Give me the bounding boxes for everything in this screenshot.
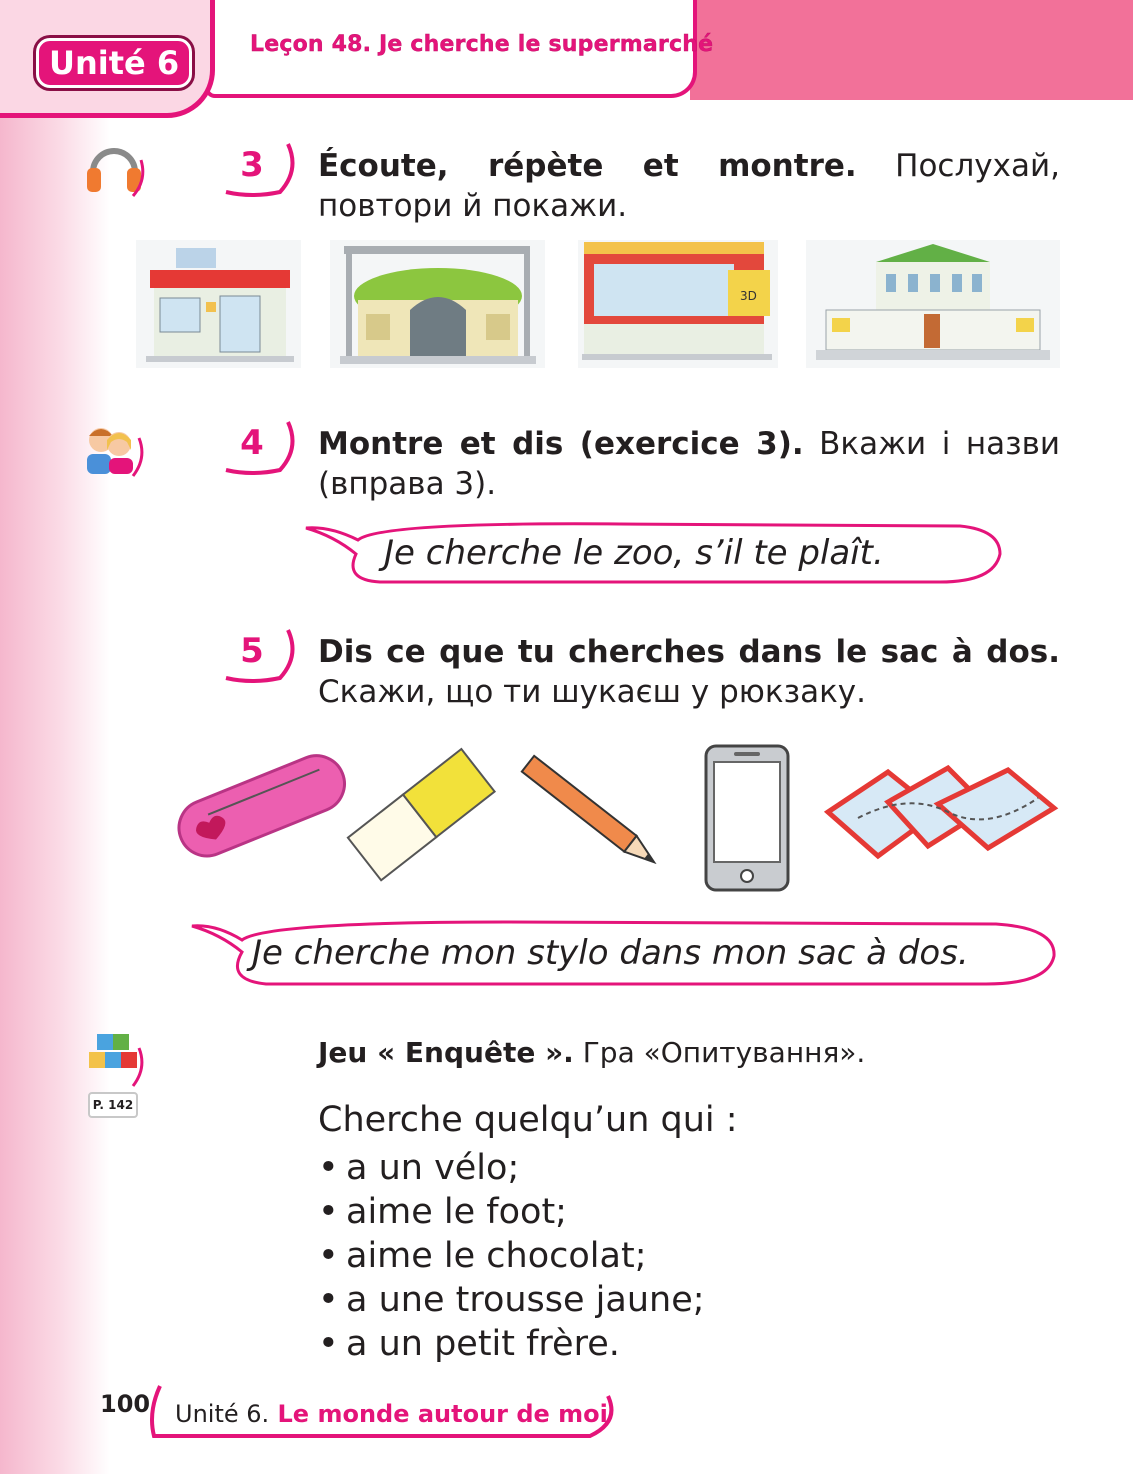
post-office-picture xyxy=(136,240,301,372)
exercise-3-number: 3 xyxy=(222,140,282,198)
speech-bubble-stylo-text: Je cherche mon stylo dans mon sac à dos. xyxy=(252,933,969,973)
eraser-picture xyxy=(338,742,508,886)
exercise-3-instruction: Écoute, répète et montre. Послухай, повтори й покажи. xyxy=(318,148,1060,224)
game-intro: Cherche quelqu’un qui : xyxy=(318,1100,738,1140)
pencil-case-picture xyxy=(168,742,354,870)
list-item: • aime le foot; xyxy=(318,1190,705,1234)
exercise-5-instruction: Dis ce que tu cherches dans le sac à dos. Скажи, що ти шукаєш у рюкзаку. xyxy=(318,634,1060,710)
exercise-4-instruction: Montre et dis (exercice 3). Вкажи і назви (вправа 3). xyxy=(318,426,1060,502)
left-pink-band xyxy=(0,0,110,1474)
list-item: • aime le chocolat; xyxy=(318,1234,705,1278)
speech-bubble-zoo-text: Je cherche le zoo, s’il te plaît. xyxy=(384,533,884,573)
game-title: Jeu « Enquête ». Гра «Опитування». xyxy=(318,1036,866,1069)
zoo-picture xyxy=(330,240,545,372)
page-number: 100 xyxy=(100,1390,151,1418)
unit-badge: Unité 6 xyxy=(36,38,192,88)
exercise-4-number: 4 xyxy=(222,418,282,476)
headphones-icon[interactable] xyxy=(83,140,145,198)
pencil-picture xyxy=(510,748,675,886)
kids-talking-icon[interactable] xyxy=(83,420,145,478)
museum-picture xyxy=(806,240,1060,372)
cinema-picture xyxy=(578,240,778,372)
footer-title: Unité 6. Le monde autour de moi xyxy=(175,1400,608,1428)
smartphone-picture xyxy=(704,744,790,896)
exercise-5-number: 5 xyxy=(222,626,282,684)
svg-text:3D: 3D xyxy=(740,289,757,303)
map-picture xyxy=(818,752,1060,888)
page-reference-badge[interactable]: P. 142 xyxy=(88,1092,138,1118)
list-item: • a un petit frère. xyxy=(318,1322,705,1366)
header-pink-bar xyxy=(690,0,1133,100)
lesson-title: Leçon 48. Je cherche le supermarché xyxy=(250,32,714,57)
list-item: • a un vélo; xyxy=(318,1146,705,1190)
game-list xyxy=(318,1146,705,1366)
list-item: • a une trousse jaune; xyxy=(318,1278,705,1322)
dice-game-icon[interactable] xyxy=(83,1030,145,1088)
